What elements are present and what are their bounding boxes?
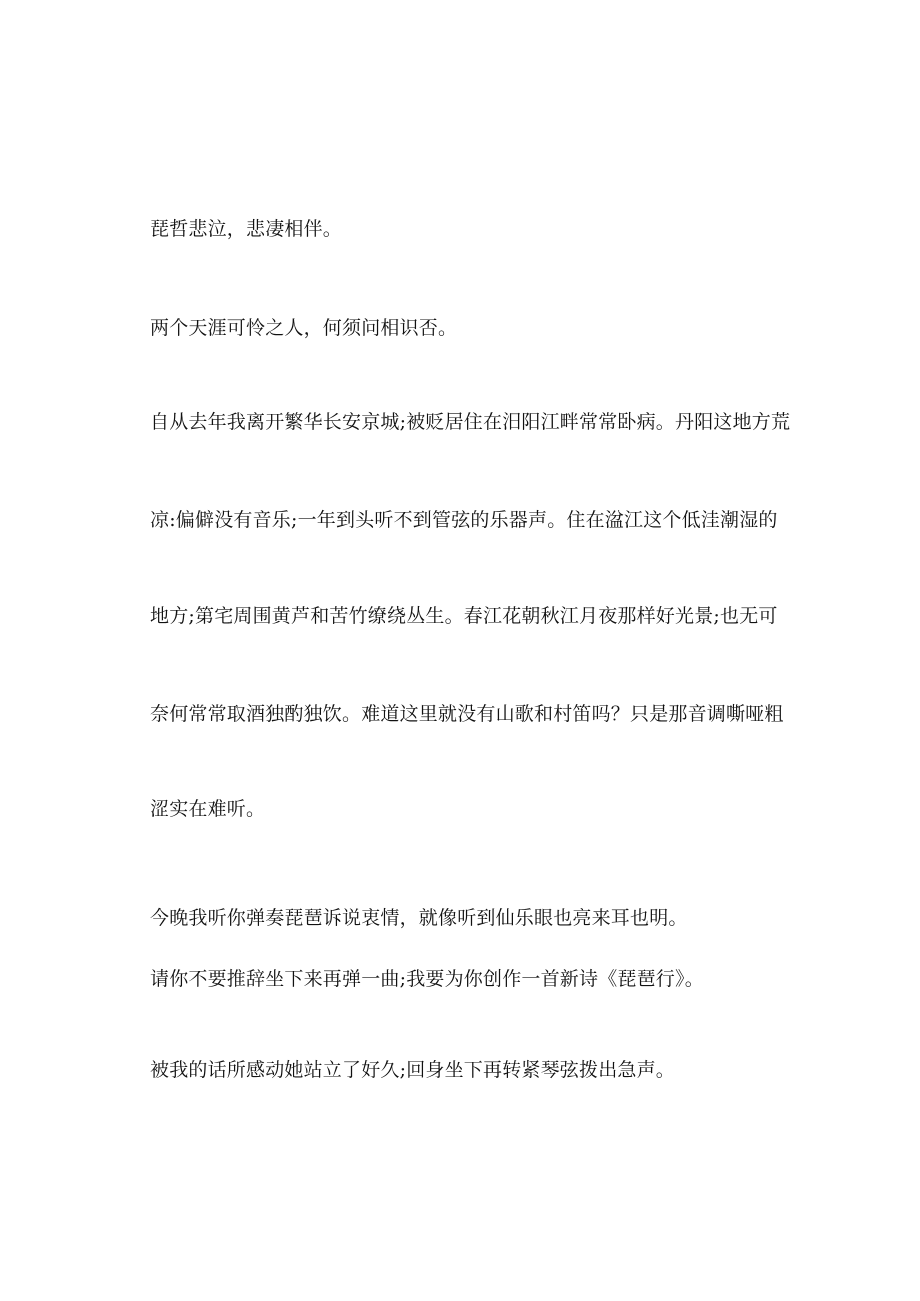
text-line: 被我的话所感动她站立了好久;回身坐下再转紧琴弦拨出急声。 bbox=[150, 1059, 676, 1081]
text-line: 涩实在难听。 bbox=[150, 798, 266, 820]
text-line: 地方;第宅周围黄芦和苦竹缭绕丛生。春江花朝秋江月夜那样好光景;也无可 bbox=[150, 605, 778, 627]
text-line: 自从去年我离开繁华长安京城;被贬居住在汨阳江畔常常卧病。丹阳这地方荒 bbox=[150, 411, 791, 433]
text-line: 凉:偏僻没有音乐;一年到头听不到管弦的乐器声。住在湓江这个低洼潮湿的 bbox=[150, 509, 778, 531]
text-line: 两个天涯可怜之人，何须问相识否。 bbox=[150, 317, 458, 339]
text-line: 琵哲悲泣，悲凄相伴。 bbox=[150, 218, 343, 240]
text-line: 今晚我听你弹奏琵琶诉说衷情，就像听到仙乐眼也亮来耳也明。 bbox=[150, 907, 688, 929]
text-line: 奈何常常取酒独酌独饮。难道这里就没有山歌和村笛吗？只是那音调嘶哑粗 bbox=[150, 703, 784, 725]
text-line: 请你不要推辞坐下来再弹一曲;我要为你创作一首新诗《琵琶行》。 bbox=[150, 968, 704, 990]
